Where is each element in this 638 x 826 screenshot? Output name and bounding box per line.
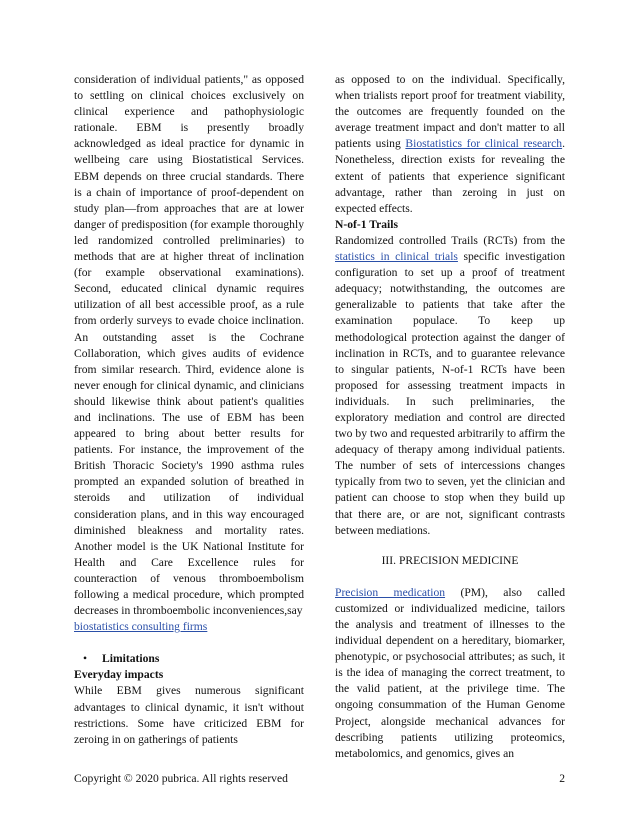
- heading-n-of-1-trails: N-of-1 Trails: [335, 217, 399, 231]
- page-number: 2: [559, 772, 565, 785]
- left-column: [74, 72, 304, 748]
- right-column: [335, 72, 565, 762]
- paragraph-limitations: While EBM gives numerous significant advantages to clinical dynamic, it isn't without restrictions. Some have criticized EBM for zeroing in on gatherings of patients: [74, 684, 304, 746]
- page-footer: [74, 772, 565, 785]
- paragraph-text: consideration of individual patients," as opposed to settling on clinical choices exclusively on clinical experience and pathophysiologic rationale. EBM is presently broadly acknowledged as ideal practice for dynamic in wellbeing care using Biostatistical Services. EBM depends on three crucial standards. There is a chain of importance of proof-dependent on study plan—from approaches that are at lower danger of predisposition (for example thoroughly led randomized controlled preliminaries) to methods that are at higher threat of inclination (for example observational examinations). Second, educated clinical dynamic requires utilization of all best accessible proof, as a rule from orderly surveys to evade choice inclination. An outstanding asset is the Cochrane Collaboration, which gives audits of evidence from similar research. Third, evidence alone is never enough for clinical dynamic, and clinicians should likewise think about patient's qualities and inclinations. The use of EBM has been appeared to bring about better results for patients. For instance, the improvement of the British Thoracic Society's 1990 asthma rules prompted an expanded solution of breathed in steroids and utilization of individual consideration plans, and in this way encouraged diminished bleakness and mortality rates. Another model is the UK National Institute for Health and Care Excellence rules for counteraction of venous thromboembolism following a medical procedure, which prompted decreases in thromboembolic inconveniences,say: [74, 73, 304, 618]
- link-biostatistics-clinical-research[interactable]: Biostatistics for clinical research: [405, 137, 563, 151]
- paragraph-individual: [335, 72, 565, 217]
- bullet-label: Limitations: [102, 652, 160, 666]
- paragraph-text: as opposed to on the individual. Specifically, when trialists report proof for treatment viability, the outcomes are frequently founded on the average treatment impact and don't matter to all patients using: [335, 73, 565, 151]
- link-statistics-clinical-trials[interactable]: statistics in clinical trials: [335, 250, 458, 264]
- subheading-everyday-impacts: Everyday impacts: [74, 668, 164, 682]
- bullet-icon: •: [83, 652, 88, 666]
- paragraph-text: specific investigation configuration to set up a proof of treatment adequacy; notwithstanding, the outcomes are generalizable to patients that take after the examination populace. To keep up methodological protection against the danger of inclination in RCTs, and to guarantee relevance to singular patients, N-of-1 RCTs have been proposed for assessing treatment impacts in individuals. In such preliminaries, the exploratory mediation and control are directed two by two and requested arbitrarily to affirm the adequacy of therapy among individual patients. The number of sets of intercessions changes typically from two to seven, yet the clinician and patient can choose to stop when they build up that there are, or are not, significant contrasts between mediations.: [335, 250, 565, 537]
- paragraph-ebm: [74, 72, 304, 635]
- paragraph-rcts: [335, 233, 565, 539]
- paragraph-text: Randomized controlled Trails (RCTs) from the: [335, 233, 565, 247]
- link-biostatistics-consulting-firms[interactable]: biostatistics consulting firms: [74, 620, 208, 634]
- section-title-precision-medicine: III. PRECISION MEDICINE: [381, 553, 519, 567]
- paragraph-precision-medicine: [335, 585, 565, 762]
- copyright-text: Copyright © 2020 pubrica. All rights reserved: [74, 772, 288, 785]
- paragraph-text: (PM), also called customized or individualized medicine, tailors the analysis and treatment of illnesses to the individual dependent on a hereditary, biomarker, phenotypic, or psychosocial attributes; as such, it is the idea of managing the correct treatment, to the valid patient, at the privilege time. The ongoing consummation of the Human Genome Project, alongside mechanical advances for describing patients utilizing proteomics, metabolomics, and genomics, gives an: [335, 585, 565, 760]
- bullet-item-limitations: [74, 651, 304, 667]
- paragraph-text: . Nonetheless, direction exists for revealing the extent of patients that experience significant advantage, rather than zeroing in just on expected effects.: [335, 137, 565, 215]
- link-precision-medication[interactable]: Precision medication: [335, 585, 446, 599]
